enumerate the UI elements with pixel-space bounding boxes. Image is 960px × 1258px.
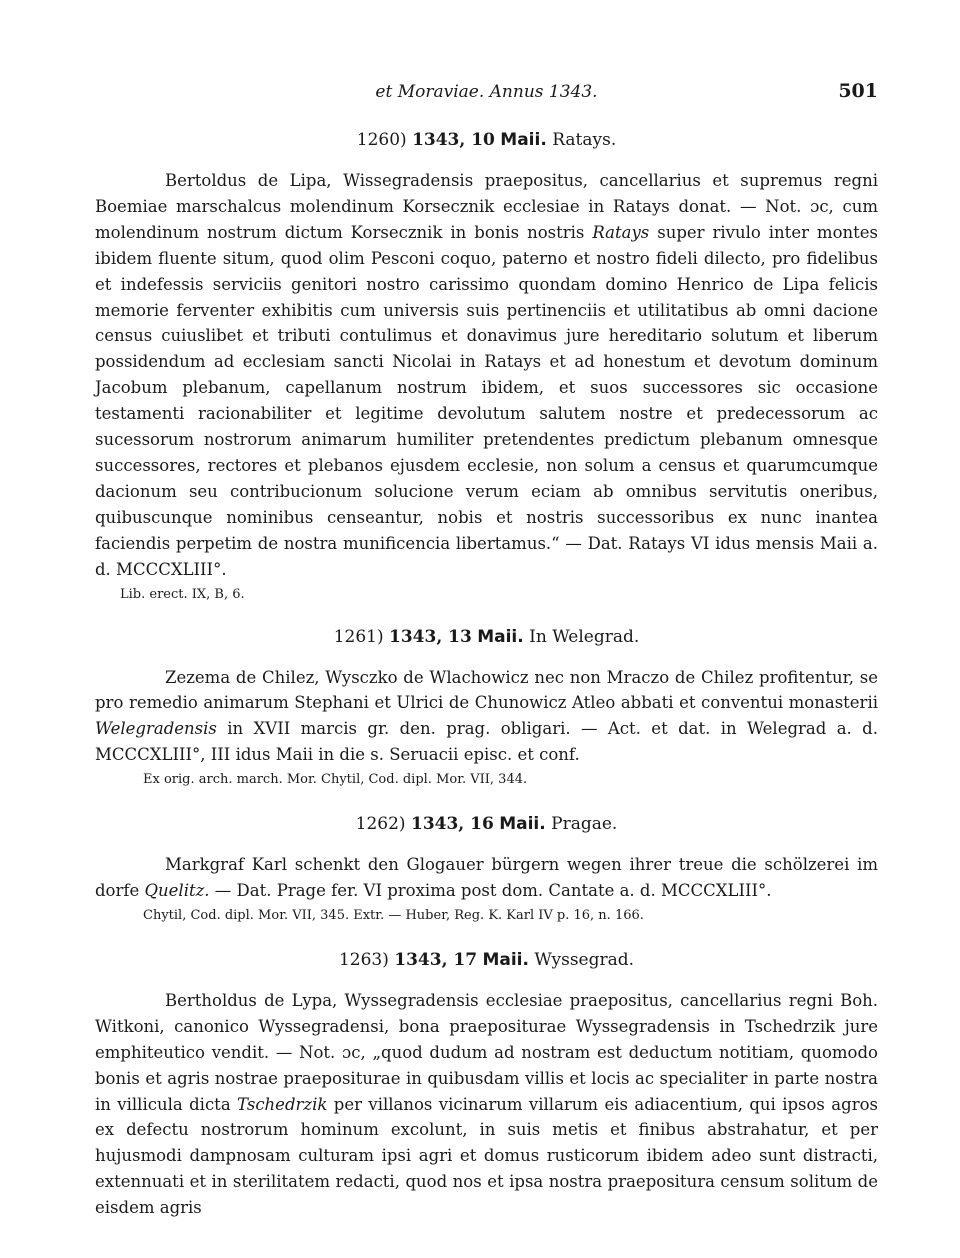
italic-place-name: Quelitz. xyxy=(144,881,210,901)
text-segment: in XVII marcis gr. den. prag. obligari. — Act. et dat. in Welegrad a. d. MCCCXLIII°, III idus Maii in die s. Seruacii episc. et conf. xyxy=(95,719,878,765)
running-head: et Moraviae. Annus 1343. xyxy=(375,82,598,102)
entry-text xyxy=(95,988,878,1221)
entry-place: Pragae. xyxy=(551,814,618,835)
entry-place: In Welegrad. xyxy=(529,626,640,647)
entry-heading xyxy=(95,948,878,972)
entry-text xyxy=(95,665,878,769)
entry-month: Maii. xyxy=(500,130,547,150)
text-segment: Zezema de Chilez, Wysczko de Wlachowicz nec non Mraczo de Chilez profitentur, se pro remedio animarum Stephani et Ulrici de Chunowicz Atleo abbati et conventui monasterii xyxy=(95,667,878,713)
entry-number: 1261) xyxy=(333,626,384,647)
entry-number: 1263) xyxy=(338,949,389,970)
entry-month: Maii. xyxy=(477,626,524,647)
entry-heading xyxy=(95,625,878,649)
entry-date: 1343, 10 xyxy=(412,130,495,150)
page-body xyxy=(95,128,878,1221)
entry-heading xyxy=(95,812,878,836)
text-segment: — Dat. Prage fer. VI proxima post dom. Cantate a. d. MCCCXLIII°. xyxy=(209,881,772,901)
entry-number: 1260) xyxy=(356,130,407,150)
italic-place-name: Welegradensis xyxy=(95,719,217,739)
entry-date: 1343, 16 xyxy=(410,814,494,835)
entry-1260 xyxy=(95,128,878,605)
italic-place-name: Ratays xyxy=(592,222,650,242)
entry-number: 1262) xyxy=(355,814,406,835)
text-segment: per villanos vicinarum villarum eis adiacentium, qui ipsos agros ex defectu nostrorum hominum excolunt, in suis metis et finibus abstrahatur, et per hujusmodi dampnosam culturam ipsi agri et domus rusticorum ibidem adeo sunt distracti, extennuati et in sterilitatem redacti, quod nos et ipsa nostra praepositura censum solitum de eisdem agris xyxy=(95,1094,878,1218)
entry-1261 xyxy=(95,625,878,791)
entry-text xyxy=(95,852,878,904)
entry-date: 1343, 13 xyxy=(389,626,472,647)
italic-place-name: Tschedrzik xyxy=(237,1094,328,1114)
entry-text xyxy=(95,168,878,583)
entry-heading xyxy=(95,128,878,152)
text-segment: Bertholdus de Lypa, Wyssegradensis ecclesiae praepositus, cancellarius regni Boh. Witkoni, canonico Wyssegradensi, bona praepositurae Wyssegradensis in Tschedrzik jure emphiteutico vendit. — Not. ɔc, „quod dudum ad nostram est deductum notitiam, quomodo bonis et agris nostrae praepositurae in quibusdam villis et locis ac specialiter in parte nostra in villicula dicta xyxy=(95,990,878,1114)
text-segment: super rivulo inter montes ibidem fluente situm, quod olim Pesconi coquo, paterno et nostro fideli dilecto, pro fidelibus et indefessis serviciis genitori nostro carissimo quondam domino Henrico de Lipa felicis memorie ferventer exhibitis cum universis suis pertinenciis et utilitatibus ab omni dacione census cuiuslibet et tributi contulimus et donavimus jure hereditario solutum et liberum possidendum ad ecclesiam sancti Nicolai in Ratays et ad honestum et devotum dominum Jacobum plebanum, capellanum nostrum ibidem, et suos successores sic occasione testamenti racionabiliter et legitime devolutum salutem nostre et predecessorum ac sucessorum nostrorum animarum humiliter pretendentes predictum plebanum omnesque successores, rectores et plebanos ejusdem ecclesie, non solum a census et quarumcumque dacionum seu contribucionum solucione verum eciam ab omnibus servitutis oneribus, quibuscunque nominibus censeantur, nobis et nostris successoribus ex nunc inantea faciendis perpetim de nostra munificencia libertamus.“ — Dat. Ratays VI idus mensis Maii a. d. MCCCXLIII°. xyxy=(95,222,878,579)
entry-1263 xyxy=(95,948,878,1221)
entry-1262 xyxy=(95,812,878,926)
text-segment: Bertoldus de Lipa, Wissegradensis praepositus, cancellarius et supremus regni Boemiae marschalcus molendinum Korsecznik ecclesiae in Ratays donat. — Not. ɔc, cum molendinum nostrum dictum Korsecznik in bonis nostris xyxy=(95,171,878,242)
entry-place: Ratays. xyxy=(552,130,617,150)
text-segment: Markgraf Karl schenkt den Glogauer bürgern wegen ihrer treue die schölzerei im dorfe xyxy=(95,855,878,901)
entry-month: Maii. xyxy=(482,949,529,970)
entry-date: 1343, 17 xyxy=(394,949,478,970)
page-header xyxy=(95,80,878,108)
page-number: 501 xyxy=(838,80,878,102)
entry-place: Wyssegrad. xyxy=(534,949,635,970)
source-citation: Ex orig. arch. march. Mor. Chytil, Cod. dipl. Mor. VII, 344. xyxy=(143,772,528,788)
entry-month: Maii. xyxy=(499,814,546,835)
source-citation: Lib. erect. IX, B, 6. xyxy=(120,586,245,602)
source-citation: Chytil, Cod. dipl. Mor. VII, 345. Extr. — Huber, Reg. K. Karl IV p. 16, n. 166. xyxy=(143,907,644,923)
